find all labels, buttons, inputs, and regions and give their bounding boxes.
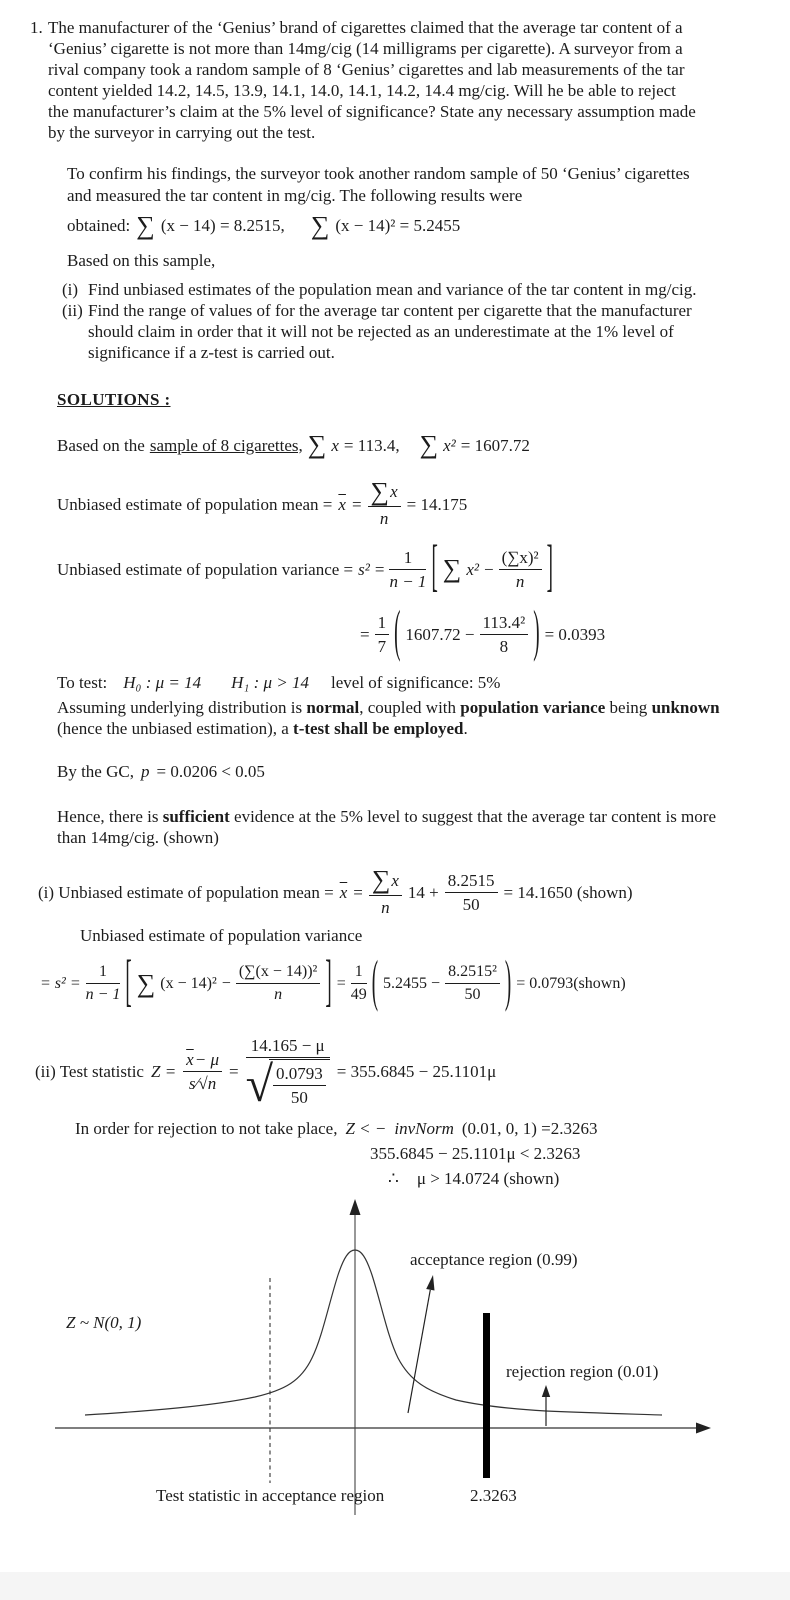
critical-value-bar — [483, 1313, 490, 1478]
fraction-82515-over-50: $\frac{8.2515}{50}$ — [445, 870, 498, 915]
i-mean-label: (i) Unbiased estimate of population mean = — [38, 883, 334, 903]
fraction-1-over-n-1: $\frac{1}{n - 1}$ — [389, 547, 427, 591]
equals-sign: = — [374, 559, 385, 579]
sigma-symbol: ∑ — [371, 865, 391, 895]
based8-prefix: Based on the — [57, 435, 145, 455]
x-bar-symbol: $\overline{x}$ — [339, 883, 348, 903]
equals-sign: = — [353, 883, 363, 903]
fraction-1-over-49: $\frac{1}{49}$ — [350, 963, 367, 1004]
x-bar-symbol: $\overline{x}$ — [338, 494, 346, 514]
sigma-symbol: ∑ — [307, 430, 327, 460]
obtained-label: obtained: — [67, 216, 131, 236]
part-ii-text: Find the range of values of for the average tar content per cigarette that the manufacturer should claim in order that it will not be rejected as an underestimate at the 1% level of significance if a z-test is carried out. — [88, 300, 692, 362]
rejection-arrowhead-icon — [542, 1385, 550, 1397]
left-bracket: [ — [125, 951, 132, 1015]
right-paren: ) — [504, 951, 512, 1015]
problem-paragraph-1: The manufacturer of the ‘Genius’ brand of cigarettes claimed that the average tar content of a ‘Genius’ cigarette is not more than 14mg/cig (14 milligrams per cigarette). A surveyor from a rival company took a random sample of 8 ‘Genius’ cigarettes and lab measurements of the tar content yielded 14.2, 14.5, 13.9, 14.1, 14.0, 14.1, 14.2, 14.4 mg/cig. Will he be able to reject the manufacturer’s claim at the 5% level of significance? State any necessary assumption made by the surveyor in carrying out the test. — [48, 18, 696, 143]
sigma-symbol: ∑ — [370, 477, 390, 507]
right-bracket: ] — [325, 951, 332, 1015]
minus-sign: − — [483, 559, 494, 579]
inequality-line: 355.6845 − 25.1101μ < 2.3263 — [370, 1143, 581, 1163]
normal-curve — [85, 1250, 662, 1415]
fraction-00793-over-50: $\frac{0.0793}{50}$ — [273, 1063, 326, 1108]
left-paren: ( — [394, 601, 401, 665]
equals-sign: = — [336, 974, 346, 992]
fraction-14165-over-sqrt: 14.165 − μ √ $\frac{0.0793}{50}$ — [246, 1035, 330, 1108]
problem-number: 1. — [30, 18, 43, 37]
radical-sign: √ — [245, 1055, 274, 1112]
equals-sign: = — [228, 1062, 239, 1082]
problem-paragraph-2: To confirm his findings, the surveyor took another random sample of 50 ‘Genius’ cigarettes and measured the tar content in mg/cig. The following results were — [67, 164, 690, 205]
rejection-region-label: rejection region (0.01) — [506, 1361, 659, 1381]
left-paren: ( — [371, 951, 379, 1015]
hypotheses-line — [57, 672, 750, 693]
fraction-sum-x-over-n: ∑ x n — [369, 867, 402, 917]
x-axis-arrowhead-icon — [696, 1422, 711, 1433]
question-part-i — [62, 279, 750, 300]
sigma-symbol: ∑ — [442, 554, 462, 584]
eval-term: 5.2455 − — [383, 974, 441, 992]
fraction-113-over-8: $\frac{\text{113.4²}}{8}$ — [480, 612, 529, 657]
fraction-xbar-mu-over-s-sqrtn: $\overline{x}$ − μ s∕√n — [183, 1049, 222, 1094]
radical — [245, 1055, 330, 1112]
vertical-axis-arrowhead-icon — [350, 1199, 361, 1215]
sum1-expression: (x − 14) = 8.2515, — [160, 216, 285, 236]
sigma-symbol: ∑ — [310, 210, 330, 240]
s-squared-prefix: = s² = — [40, 974, 81, 992]
distribution-curve-svg — [0, 1193, 790, 1565]
question-part-ii — [62, 300, 750, 363]
bold-unknown: unknown — [651, 698, 720, 718]
bold-sufficient: sufficient — [162, 807, 230, 827]
fraction-82515sq-over-50: $\frac{\text{8.2515²}}{50}$ — [445, 962, 500, 1005]
sample8-sums-row — [57, 426, 750, 464]
acceptance-arrow — [408, 1290, 430, 1413]
solutions-heading: SOLUTIONS : — [57, 390, 171, 410]
formula-variance-8-eval — [360, 601, 750, 665]
sum2-expression: (x − 14)² = 5.2455 — [335, 216, 461, 236]
scan-edge — [0, 1572, 790, 1600]
based-on-sample-text: Based on this sample, — [67, 250, 216, 270]
bold-normal: normal — [306, 698, 360, 718]
test-statistic-result: = 355.6845 − 25.1101μ — [336, 1062, 497, 1082]
fraction-sum-sq-over-n: $\frac{\text{(∑(x − 14))²}}{n}$ — [236, 962, 321, 1005]
formula-variance-8 — [57, 534, 750, 604]
alt-hypothesis: H₁ : μ > 14 — [231, 673, 309, 693]
question-parts — [30, 279, 750, 363]
null-hypothesis: H₀ : μ = 14 — [123, 673, 202, 693]
significance-level: level of significance: 5% — [331, 673, 501, 693]
part-i-label: (i) — [62, 279, 79, 299]
fraction-sum-x-over-n: ∑ x n — [368, 479, 401, 529]
therefore-line — [388, 1168, 750, 1189]
x-squared-term: x² — [466, 559, 479, 579]
conclusion-paragraph: Hence, there is sufficient evidence at the 5% level to suggest that the average tar content is more than 14mg/cig. (shown) — [57, 807, 716, 848]
test-statistic-caption: Test statistic in acceptance region — [156, 1485, 385, 1505]
mean8-result: = 14.175 — [406, 494, 468, 514]
variance-8-result: = 0.0393 — [544, 624, 606, 644]
p-symbol: p — [140, 762, 150, 782]
mean50-result: = 14.1650 (shown) — [503, 883, 633, 903]
part-ii-label: (ii) — [62, 300, 83, 320]
right-bracket: ] — [546, 536, 553, 600]
sum-x-value: = 113.4, — [343, 435, 400, 455]
mean50-mid-term: 14 + — [407, 883, 439, 903]
based8-underlined: sample of 8 cigarettes, — [149, 435, 303, 455]
variance-eval-term: 1607.72 − — [405, 624, 475, 644]
equals-sign: = — [351, 494, 362, 514]
rejection-condition-line: In order for rejection to not take place, Z < − invNorm (0.01, 0, 1) =2.3263 — [75, 1118, 598, 1138]
bold-t-test: t-test shall be employed — [293, 719, 464, 739]
var8-label: Unbiased estimate of population variance = — [57, 559, 354, 579]
obtained-sums-row — [67, 208, 750, 244]
left-bracket: [ — [431, 536, 438, 600]
assumption-paragraph: Assuming underlying distribution is normal, coupled with population variance being unknown (hence the unbiased estimation), a t-test shall be employed. — [57, 698, 720, 739]
sum-x-var: x — [331, 435, 339, 455]
therefore-symbol: ∴ — [388, 1168, 399, 1188]
sigma-symbol: ∑ — [136, 210, 155, 240]
critical-value-label: 2.3263 — [470, 1485, 517, 1505]
s-squared-symbol: s² — [358, 559, 370, 579]
normal-curve-diagram — [0, 1193, 790, 1565]
mean8-label: Unbiased estimate of population mean = — [57, 494, 333, 514]
minus-sign: − — [221, 974, 231, 992]
formula-variance-50 — [40, 948, 750, 1020]
ii-test-label: (ii) Test statistic — [35, 1062, 144, 1082]
fraction-sum-x-sq-over-n: $\frac{\text{(∑x)²}}{n}$ — [499, 547, 542, 592]
fraction-1-over-n-1: $\frac{1}{n - 1}$ — [85, 963, 121, 1004]
gc-p-value-line: By the GC, p = 0.0206 < 0.05 — [57, 762, 265, 782]
sum-x2-value: = 1607.72 — [460, 435, 530, 455]
problem-statement — [30, 17, 750, 143]
bold-population-variance: population variance — [460, 698, 606, 718]
z-equals: Z = — [150, 1062, 177, 1082]
variance-50-label: Unbiased estimate of population variance — [80, 925, 363, 945]
sigma-symbol: ∑ — [136, 968, 156, 998]
part-i-text: Find unbiased estimates of the population mean and variance of the tar content in mg/cig. — [88, 279, 697, 299]
formula-mean-8 — [57, 476, 750, 532]
distribution-label: Z ~ N(0, 1) — [66, 1312, 142, 1332]
z-inequality: Z < − — [345, 1118, 387, 1138]
right-paren: ) — [533, 601, 540, 665]
acceptance-arrowhead-icon — [426, 1275, 434, 1291]
fraction-1-over-7: $\frac{1}{7}$ — [375, 612, 390, 657]
acceptance-region-label: acceptance region (0.99) — [410, 1249, 578, 1269]
mu-range-result: μ > 14.0724 (shown) — [416, 1168, 560, 1188]
formula-test-statistic — [35, 1028, 750, 1116]
formula-mean-50 — [38, 863, 750, 923]
sigma-symbol: ∑ — [419, 430, 439, 460]
sum-term: (x − 14)² — [160, 974, 217, 992]
invnorm-function: invNorm — [394, 1118, 454, 1138]
sum-x2-var: x² — [443, 435, 456, 455]
equals-sign: = — [360, 624, 370, 644]
variance-50-result: = 0.0793(shown) — [516, 974, 626, 992]
to-test-label: To test: — [57, 673, 108, 693]
